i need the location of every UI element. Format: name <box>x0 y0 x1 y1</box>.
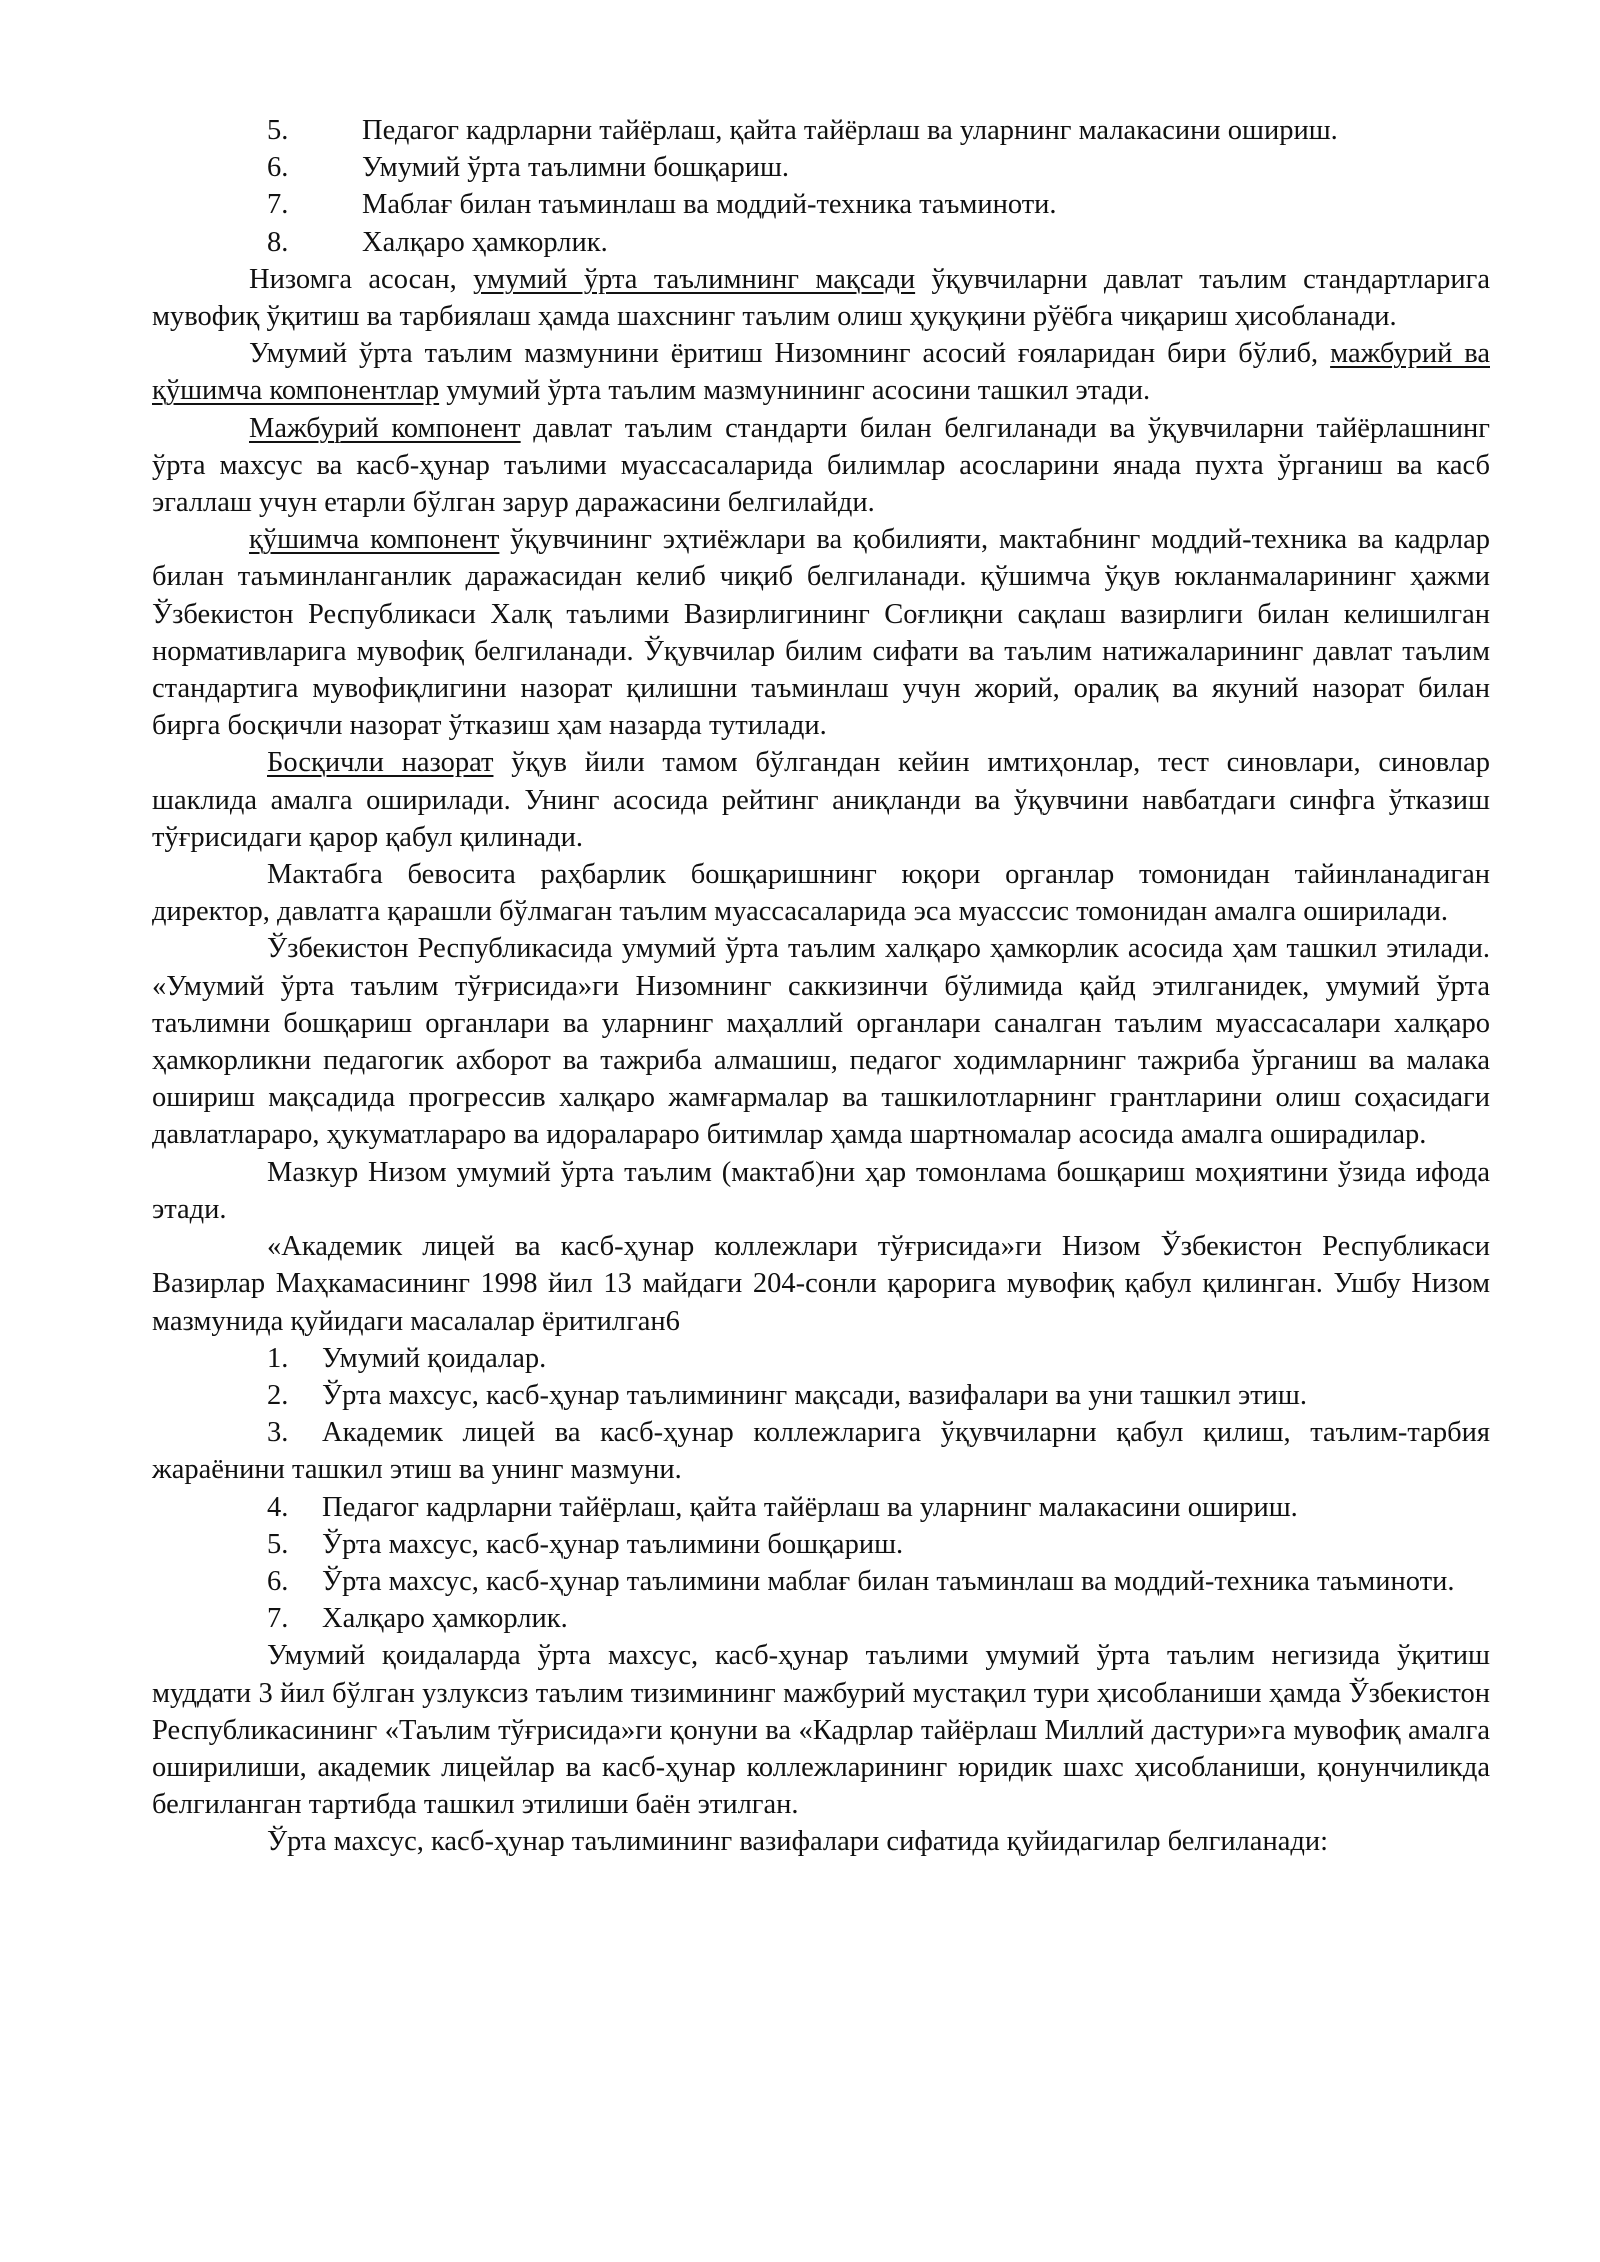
underlined-term: мажбурий ва қўшимча компонентлар <box>152 338 1490 407</box>
list-item-text: Умумий ўрта таълимни бошқариш. <box>362 152 790 184</box>
text-run: умумий ўрта таълим мазмунининг асосини ташкил этади. <box>439 375 1151 407</box>
text-run: Низомга асосан, <box>249 263 474 295</box>
list-item-text: Академик лицей ва касб-ҳунар коллежларига ўқувчиларни қабул қилиш, таълим-тарбия жараёнини ташкил этиш ва унинг мазмуни. <box>152 1417 1490 1486</box>
list-item <box>152 1489 1490 1526</box>
list-item-text: Халқаро ҳамкорлик. <box>322 1603 568 1635</box>
list-item-text: Халқаро ҳамкорлик. <box>362 226 608 258</box>
paragraph-lyceum-regulation: «Академик лицей ва касб-ҳунар коллежлари тўғрисида»ги Низом Ўзбекистон Республикаси Вазирлар Маҳкамасининг 1998 йил 13 майдаги 204-сонли қарорига мувофиқ қабул қилинган. Ушбу Низом мазмунида қуйидаги масалалар ёритилган6 <box>152 1231 1490 1337</box>
list-item-number: 7. <box>267 1603 289 1635</box>
paragraph-regulation-essence: Мазкур Низом умумий ўрта таълим (мактаб)ни ҳар томонлама бошқариш моҳиятини ўзида ифода этади. <box>152 1156 1490 1225</box>
list-item-number: 8. <box>267 226 289 258</box>
list-item-text: Маблағ билан таъминлаш ва моддий-техника таъминоти. <box>362 189 1057 221</box>
list-item-text: Ўрта махсус, касб-ҳунар таълимининг мақсади, вазифалари ва уни ташкил этиш. <box>322 1379 1308 1411</box>
paragraph-goal <box>152 261 1490 335</box>
list-item-number: 2. <box>267 1379 289 1411</box>
paragraph-additional-component <box>152 521 1490 744</box>
list-item-number: 6. <box>267 1565 289 1597</box>
list-item-number: 3. <box>267 1417 289 1449</box>
list-item-number: 6. <box>267 152 289 184</box>
paragraph-components <box>152 335 1490 409</box>
list-item-number: 4. <box>267 1491 289 1523</box>
paragraph-tasks-intro: Ўрта махсус, касб-ҳунар таълимининг вазифалари сифатида қуйидагилар белгиланади: <box>267 1826 1329 1858</box>
list-item-text: Педагог кадрларни тайёрлаш, қайта тайёрлаш ва уларнинг малакасини ошириш. <box>362 115 1338 146</box>
list-item-number: 1. <box>267 1342 289 1374</box>
list-item <box>152 1414 1490 1488</box>
list-item <box>152 1563 1490 1600</box>
text-run: ўқув йили тамом бўлгандан кейин имтиҳонлар, тест синовлари, синовлар шаклида амалга оширилади. Унинг асосида рейтинг аниқланди ва ўқувчини навбатдаги синфга ўтказиш тўғрисидаги қарор қабул қилинади. <box>152 747 1490 853</box>
list-item-text: Умумий қоидалар. <box>322 1342 547 1374</box>
text-run: Умумий ўрта таълим мазмунини ёритиш Низомнинг асосий ғояларидан бири бўлиб, <box>249 338 1331 370</box>
list-item <box>152 1377 1490 1414</box>
list-item-text: Ўрта махсус, касб-ҳунар таълимини бошқариш. <box>322 1528 904 1560</box>
underlined-term: қўшимча компонент <box>249 524 500 556</box>
paragraph-mandatory-component <box>152 410 1490 522</box>
list-item <box>152 149 1490 186</box>
list-item-text: Ўрта махсус, касб-ҳунар таълимини маблағ билан таъминлаш ва моддий-техника таъминоти. <box>322 1565 1455 1597</box>
list-item-number: 5. <box>267 115 289 146</box>
underlined-term: Мажбурий компонент <box>249 412 521 444</box>
underlined-term: Босқичли назорат <box>267 747 494 779</box>
text-run: ўқувчиларни давлат таълим стандартларига мувофиқ ўқитиш ва тарбиялаш ҳамда шахснинг таълим олиш ҳуқуқини рўёбга чиқариш ҳисобланади. <box>152 263 1491 333</box>
paragraph-staged-control <box>152 744 1490 856</box>
list-item <box>152 1340 1490 1377</box>
numbered-list-lyceum <box>152 1340 1490 1638</box>
paragraph-school-management: Мактабга бевосита раҳбарлик бошқаришнинг юқори органлар томонидан тайинланадиган директор, давлатга қарашли бўлмаган таълим муассасаларида эса муасссис томонидан амалга оширилади. <box>152 859 1490 928</box>
underlined-term: умумий ўрта таълимнинг мақсади <box>473 263 916 295</box>
text-run: ўқувчининг эҳтиёжлари ва қобилияти, мактабнинг моддий-техника ва кадрлар билан таъминланганлик даражасидан келиб чиқиб белгиланади. қўшимча ўқув юкланмаларининг ҳажми Ўзбекистон Республикаси Халқ таълими Вазирлигининг Соғлиқни сақлаш вазирлиги билан келишилган нормативларига мувофиқ белгиланади. Ўқувчилар билим сифати ва таълим натижаларининг давлат таълим стандартига мувофиқлигини назорат қилишни таъминлаш учун жорий, оралиқ ва якуний назорат билан бирга босқичли назорат ўтказиш ҳам назарда тутилади. <box>152 524 1490 742</box>
paragraph-international-cooperation: Ўзбекистон Республикасида умумий ўрта таълим халқаро ҳамкорлик асосида ҳам ташкил этилади. «Умумий ўрта таълим тўғрисида»ги Низомнинг саккизинчи бўлимида қайд этилганидек, умумий ўрта таълимни бошқариш органлари ва уларнинг маҳаллий органлари саналган таълим муассасалари халқаро ҳамкорликни педагогик ахборот ва тажриба алмашиш, педагог ходимларнинг тажриба ўрганиш ва малака ошириш мақсадида прогрессив халқаро жамғармалар ва ташкилотларнинг грантларини олиш соҳасидаги давлатлараро, ҳукуматлараро ва идоралараро битимлар ҳамда шартномалар асосида амалга оширадилар. <box>152 933 1490 1151</box>
list-item-number: 7. <box>267 189 289 221</box>
list-item <box>152 1600 1490 1637</box>
text-run: давлат таълим стандарти билан белгиланади ва ўқувчиларни тайёрлашнинг ўрта махсус ва касб-ҳунар таълими муассасаларида билимлар асосларини янада пухта ўрганиш ва касб эгаллаш учун етарли бўлган зарур даражасини белгилайди. <box>152 412 1490 519</box>
list-item <box>152 1526 1490 1563</box>
list-item-text: Педагог кадрларни тайёрлаш, қайта тайёрлаш ва уларнинг малакасини ошириш. <box>322 1491 1298 1523</box>
list-item <box>152 112 1490 149</box>
list-item-number: 5. <box>267 1528 289 1560</box>
list-item <box>152 224 1490 261</box>
numbered-list-top <box>152 112 1490 261</box>
paragraph-general-rules: Умумий қоидаларда ўрта махсус, касб-ҳунар таълими умумий ўрта таълим негизида ўқитиш муддати 3 йил бўлган узлуксиз таълим тизимининг мажбурий мустақил тури ҳисобланиши ҳамда Ўзбекистон Республикасининг «Таълим тўғрисида»ги қонуни ва «Кадрлар тайёрлаш Миллий дастури»га мувофиқ амалга оширилиши, академик лицейлар ва касб-ҳунар коллежларининг юридик шахс ҳисобланиши, қонунчиликда белгиланган тартибда ташкил этилиши баён этилган. <box>152 1640 1490 1821</box>
list-item <box>152 186 1490 223</box>
